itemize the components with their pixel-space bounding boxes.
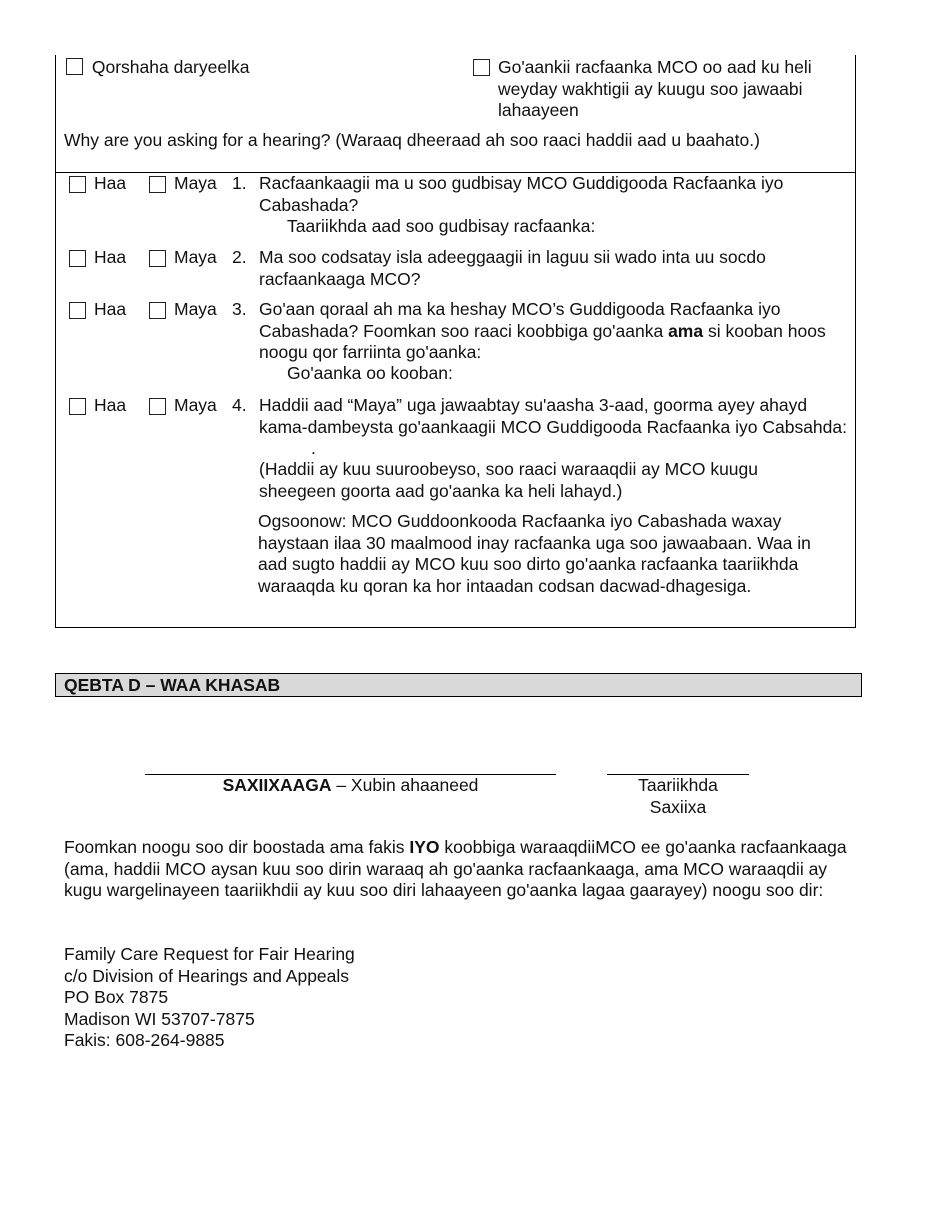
note-paragraph: Ogsoonow: MCO Guddoonkooda Racfaanka iyo Cabashada waxay haystaan ilaa 30 maalmood inay racfaanka uga soo jawaabaan. Waa in aad sugto haddii ay MCO kuu soo dirto go'aanka racfaanka taariikhda waraaqda ku qoran ka hor intaadan codsan dacwad-dhagesiga. [258, 511, 811, 596]
no-checkbox[interactable] [149, 302, 166, 319]
option-no-decision [473, 57, 843, 122]
yes-checkbox[interactable] [69, 176, 86, 193]
care-plan-label: Qorshaha daryeelka [91, 57, 250, 77]
signature-label: SAXIIXAAGA – Xubin ahaaneed [222, 775, 479, 795]
yes-checkbox[interactable] [69, 398, 86, 415]
no-checkbox[interactable] [149, 398, 166, 415]
date-label: Taariikhda Saxiixa [638, 775, 718, 817]
yes-checkbox[interactable] [69, 250, 86, 267]
yes-label: Haa [94, 395, 127, 415]
question-number: 2. [232, 247, 247, 267]
section-d-header: QEBTA D – WAA KHASAB [55, 673, 862, 697]
option-care-plan [66, 57, 446, 79]
question-number: 3. [232, 299, 247, 319]
fax-number: Fakis: 608-264-9885 [64, 1030, 225, 1050]
no-label: Maya [174, 395, 217, 415]
yes-label: Haa [94, 247, 127, 267]
no-decision-label: Go'aankii racfaanka MCO oo aad ku heli weyday wakhtigii ay kuugu soo jawaabi lahaayeen [498, 57, 812, 120]
question-number: 4. [232, 395, 247, 415]
no-label: Maya [174, 247, 217, 267]
mailing-address [64, 944, 564, 1052]
address-line: Family Care Request for Fair Hearing [64, 944, 355, 964]
address-line: c/o Division of Hearings and Appeals [64, 965, 350, 986]
yes-label: Haa [94, 173, 127, 193]
mail-instructions: Foomkan noogu soo dir boostada ama fakis IYO koobbiga waraaqdiiMCO ee go'aanka racfaankaaga (ama, haddii MCO aysan kuu soo dirin waraaq ah go'aanka racfaankaaga, ama MCO waraaqdii ay kugu wargelinayeen taariikhdii ay kuu soo diri lahaayeen go'aanka lagaa gaarayey) noogu soo dir: [64, 837, 847, 900]
address-line: PO Box 7875 [64, 987, 169, 1007]
question-text: Racfaankaagii ma u soo gudbisay MCO Guddigooda Racfaanka iyo Cabashada? [259, 173, 784, 215]
question-text: Go'aan qoraal ah ma ka heshay MCO’s Guddigooda Racfaanka iyo Cabashada? Foomkan soo raaci koobbiga go'aanka ama si kooban hoos noogu qor farriinta go'aanka: [259, 299, 826, 362]
yes-checkbox[interactable] [69, 302, 86, 319]
question-number: 1. [232, 173, 247, 193]
why-prompt: Why are you asking for a hearing? (Waraaq dheeraad ah soo raaci haddii aad u baahato.) [64, 130, 760, 150]
no-checkbox[interactable] [149, 250, 166, 267]
question-note: (Haddii ay kuu suuroobeyso, soo raaci waraaqdii ay MCO kuugu sheegeen goorta aad go'aanka ka heli lahayd.) [259, 459, 759, 501]
care-plan-checkbox[interactable] [66, 58, 83, 75]
yes-label: Haa [94, 299, 127, 319]
question-text: Ma soo codsatay isla adeeggaagii in laguu sii wado inta uu socdo racfaankaaga MCO? [259, 247, 766, 289]
no-decision-checkbox[interactable] [473, 59, 490, 76]
no-checkbox[interactable] [149, 176, 166, 193]
question-sub: Go'aanka oo kooban: [287, 363, 453, 383]
address-line: Madison WI 53707-7875 [64, 1008, 255, 1029]
no-label: Maya [174, 173, 217, 193]
question-text: Haddii aad “Maya” uga jawaabtay su'aasha 3-aad, goorma ayey ahayd kama-dambeysta go'aankaagii MCO Guddigooda Racfaanka iyo Cabsahda:. [259, 395, 847, 458]
question-sub: Taariikhda aad soo gudbisay racfaanka: [287, 216, 596, 236]
no-label: Maya [174, 299, 217, 319]
